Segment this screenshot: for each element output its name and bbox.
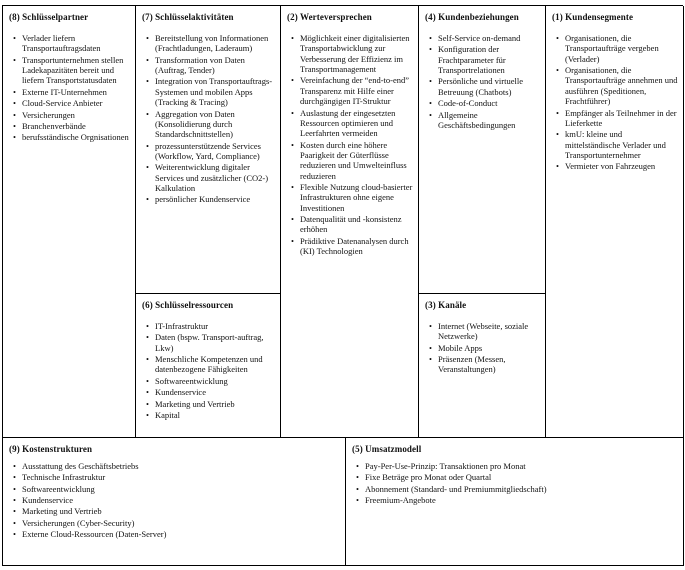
list-item: • Softwareentwicklung [13, 484, 340, 494]
list-item: • Menschliche Kompetenzen und datenbezogene Fähigkeiten [146, 354, 275, 375]
list-item: • Transportunternehmen stellen Ladekapazitäten bereit und liefern Transportstatusdaten [13, 55, 130, 86]
list-item: • Softwareentwicklung [146, 376, 275, 386]
list-item: • Self-Service on-demand [429, 33, 540, 43]
list-item: • Organisationen, die Transportaufträge annehmen und ausführen (Speditionen, Frachtführer) [556, 65, 678, 106]
list-item: • Technische Infrastruktur [13, 472, 340, 482]
key-partners-list [9, 33, 130, 143]
list-item: • Versicherungen [13, 110, 130, 120]
list-item: • Datenqualität und -konsistenz erhöhen [291, 214, 413, 235]
customer-relationships-list [425, 33, 540, 130]
list-item: • Code-of-Conduct [429, 98, 540, 108]
value-propositions-title: (2) Werteversprechen [287, 12, 372, 22]
customer-segments-title: (1) Kundensegmente [552, 12, 634, 22]
list-item: • Daten (bspw. Transport-auftrag, Lkw) [146, 332, 275, 353]
list-item: • Vermieter von Fahrzeugen [556, 161, 678, 171]
list-item: • Verlader liefern Transportauftragsdaten [13, 33, 130, 54]
value-propositions-list [287, 33, 413, 257]
key-resources-list [142, 321, 275, 420]
list-item: • Abonnement (Standard- und Premiummitgliedschaft) [356, 484, 678, 494]
list-item: • Organisationen, die Transportaufträge vergeben (Verlader) [556, 33, 678, 64]
block-revenue-model [346, 438, 684, 566]
list-item: • Persönliche und virtuelle Betreuung (Chatbots) [429, 76, 540, 97]
list-item: • Präsenzen (Messen, Veranstaltungen) [429, 354, 540, 375]
list-item: • Kundenservice [13, 495, 340, 505]
cost-structure-list [9, 461, 340, 540]
list-item: • berufsständische Orgnisationen [13, 132, 130, 142]
cost-structure-title: (9) Kostenstrukturen [9, 444, 93, 454]
list-item: • Transformation von Daten (Auftrag, Tender) [146, 55, 275, 76]
block-key-activities [136, 6, 281, 294]
list-item: • Kundenservice [146, 387, 275, 397]
channels-title: (3) Kanäle [425, 300, 467, 310]
list-item: • Empfänger als Teilnehmer in der Lieferkette [556, 108, 678, 129]
list-item: • Konfiguration der Frachtparameter für Transportrelationen [429, 44, 540, 75]
list-item: • prozessunterstützende Services (Workflow, Yard, Compliance) [146, 141, 275, 162]
list-item: • Marketing und Vertrieb [146, 399, 275, 409]
channels-list [425, 321, 540, 375]
revenue-model-title: (5) Umsatzmodell [352, 444, 422, 454]
list-item: • Internet (Webseite, soziale Netzwerke) [429, 321, 540, 342]
key-resources-title: (6) Schlüsselressourcen [142, 300, 234, 310]
list-item: • Branchenverbände [13, 121, 130, 131]
list-item: • Freemium-Angebote [356, 495, 678, 505]
list-item: • Prädiktive Datenanalysen durch (KI) Technologien [291, 236, 413, 257]
block-value-propositions [281, 6, 419, 438]
list-item: • Möglichkeit einer digitalisierten Transportabwicklung zur Verbesserung der Effizienz im Transportmanagement [291, 33, 413, 74]
key-activities-title: (7) Schlüsselaktivitäten [142, 12, 234, 22]
list-item: • Bereitstellung von Informationen (Frachtladungen, Laderaum) [146, 33, 275, 54]
list-item: • Marketing und Vertrieb [13, 506, 340, 516]
block-key-partners [3, 6, 136, 438]
list-item: • Weiterentwicklung digitaler Services und zusätzlicher (CO2-) Kalkulation [146, 162, 275, 193]
list-item: • IT-Infrastruktur [146, 321, 275, 331]
list-item: • Integration von Transportauftrags-Systemen und mobilen Apps (Tracking & Tracing) [146, 76, 275, 107]
list-item: • Mobile Apps [429, 343, 540, 353]
list-item: • Cloud-Service Anbieter [13, 98, 130, 108]
canvas-top-grid [2, 5, 683, 438]
block-cost-structure [3, 438, 346, 566]
list-item: • Kapital [146, 410, 275, 420]
block-key-resources [136, 294, 281, 438]
list-item: • kmU: kleine und mittelständische Verlader und Transportunternehmer [556, 129, 678, 160]
list-item: • Fixe Beträge pro Monat oder Quartal [356, 472, 678, 482]
customer-relationships-title: (4) Kundenbeziehungen [425, 12, 519, 22]
canvas-bottom-grid [2, 438, 683, 566]
list-item: • Flexible Nutzung cloud-basierter Infrastrukturen ohne eigene Investitionen [291, 182, 413, 213]
customer-segments-list [552, 33, 678, 172]
list-item: • Externe Cloud-Ressourcen (Daten-Server) [13, 529, 340, 539]
list-item: • Kosten durch eine höhere Paarigkeit der Güterflüsse reduzieren und Umwelteinfluss reduzieren [291, 140, 413, 181]
list-item: • Auslastung der eingesetzten Ressourcen optimieren und Leerfahrten vermeiden [291, 108, 413, 139]
list-item: • Aggregation von Daten (Konsolidierung durch Standardschnittstellen) [146, 109, 275, 140]
list-item: • Ausstattung des Geschäftsbetriebs [13, 461, 340, 471]
key-partners-title: (8) Schlüsselpartner [9, 12, 89, 22]
list-item: • persönlicher Kundenservice [146, 194, 275, 204]
list-item: • Externe IT-Unternehmen [13, 87, 130, 97]
list-item: • Pay-Per-Use-Prinzip: Transaktionen pro Monat [356, 461, 678, 471]
list-item: • Allgemeine Geschäftsbedingungen [429, 110, 540, 131]
key-activities-list [142, 33, 275, 205]
revenue-model-list [352, 461, 678, 505]
block-channels [419, 294, 546, 438]
list-item: • Versicherungen (Cyber-Security) [13, 518, 340, 528]
block-customer-segments [546, 6, 684, 438]
block-customer-relationships [419, 6, 546, 294]
list-item: • Vereinfachung der “end-to-end” Transparenz mit Hilfe einer durchgängigen IT-Struktur [291, 75, 413, 106]
